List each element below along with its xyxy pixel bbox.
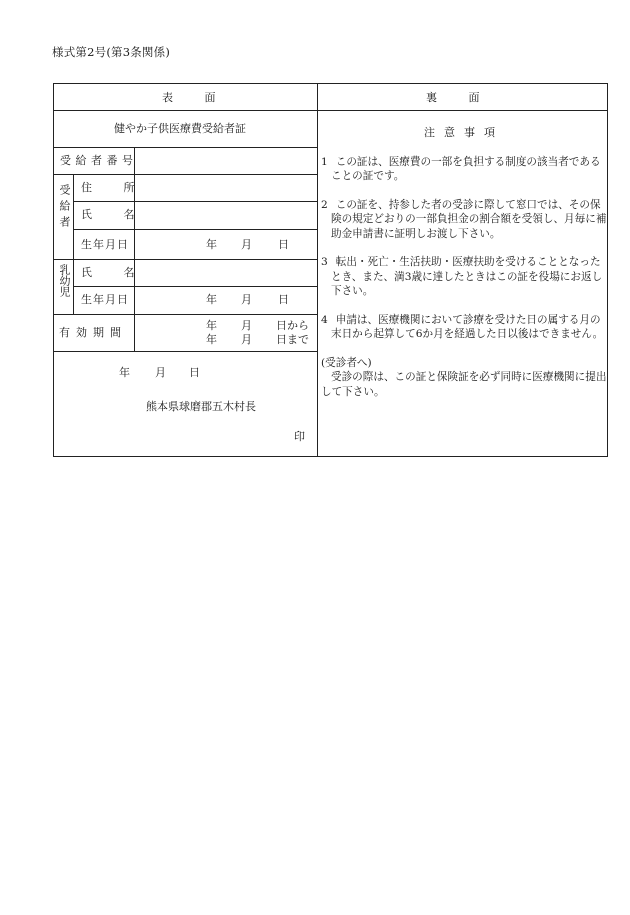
validity-from-month: 月	[241, 319, 252, 332]
infant-dob-year: 年	[206, 293, 217, 306]
label-column-rule	[134, 147, 135, 351]
recipient-dob-day: 日	[278, 238, 289, 251]
name-rule	[73, 229, 317, 230]
dob-label: 生年月日	[81, 238, 129, 251]
note-text: 転出・死亡・生活扶助・医療扶助を受けることとなったとき、また、満3歳に達したときはこの証を役場にお返し下さい。	[331, 256, 603, 297]
recipient-group-label: 受給者	[58, 184, 71, 232]
issue-date-month: 月	[155, 366, 166, 379]
note-item	[321, 313, 607, 342]
issuer-name: 熊本県球磨郡五木村長	[146, 400, 256, 413]
recipient-dob-year: 年	[206, 238, 217, 251]
validity-to-month: 月	[241, 333, 252, 346]
infant-dob-day: 日	[278, 293, 289, 306]
notes-title: 注意事項	[424, 126, 504, 139]
validity-to-suffix: 日まで	[276, 333, 309, 346]
number-rule	[54, 174, 317, 175]
validity-label: 有効期間	[59, 326, 127, 339]
seal-mark: 印	[294, 430, 305, 443]
name-label: 氏 名	[81, 208, 149, 221]
note-text: この証は、医療費の一部を負担する制度の該当者であることの証です。	[331, 155, 601, 182]
infant-dob-label: 生年月日	[81, 293, 129, 306]
front-header-text: 表 面	[162, 91, 230, 104]
issue-date-year: 年	[119, 366, 130, 379]
note-item	[321, 255, 607, 299]
validity-to-year: 年	[206, 333, 217, 346]
note-item	[321, 155, 607, 184]
back-header-text: 裏 面	[426, 91, 494, 104]
certificate-title: 健やか子供医療費受給者証	[114, 122, 246, 135]
patient-text: 受診の際は、この証と保険証を必ず同時に医療機関に提出して下さい。	[321, 371, 607, 398]
recipient-number-label: 受給者番号	[60, 154, 138, 167]
address-rule	[73, 201, 317, 202]
validity-rule	[54, 351, 317, 352]
validity-from-suffix: 日から	[276, 319, 309, 332]
center-divider	[317, 84, 318, 456]
note-text: 申請は、医療機関において診療を受けた日の属する月の末日から起算して6か月を経過した日以後はできません。	[331, 313, 604, 340]
title-rule	[54, 147, 317, 148]
infant-dob-month: 月	[241, 293, 252, 306]
note-item	[321, 198, 607, 242]
address-label: 住 所	[81, 181, 149, 194]
patient-heading: (受診者へ)	[321, 356, 372, 369]
recipient-dob-month: 月	[241, 238, 252, 251]
group-column-rule	[73, 174, 74, 314]
front-header	[162, 91, 230, 105]
benefit-certificate-form	[53, 83, 608, 457]
note-number: 3	[321, 256, 328, 268]
validity-from-year: 年	[206, 319, 217, 332]
note-number: 4	[321, 313, 328, 326]
header-rule	[54, 110, 607, 111]
infant-group-label: 乳幼児	[58, 264, 71, 297]
infant-name-rule	[73, 286, 317, 287]
note-number: 1	[321, 155, 328, 168]
back-header	[426, 91, 494, 105]
infant-name-label: 氏 名	[81, 266, 149, 279]
recipient-rule	[54, 259, 317, 260]
issue-date-day: 日	[189, 366, 200, 379]
patient-notice	[321, 356, 607, 400]
infant-rule	[54, 314, 317, 315]
note-number: 2	[321, 198, 328, 211]
form-caption: 様式第2号(第3条関係)	[52, 45, 171, 59]
note-text: この証を、持参した者の受診に際して窓口では、その保険の規定どおりの一部負担金の割合額を受領し、月毎に補助金申請書に証明しお渡し下さい。	[331, 198, 607, 240]
notes-panel	[321, 126, 607, 399]
